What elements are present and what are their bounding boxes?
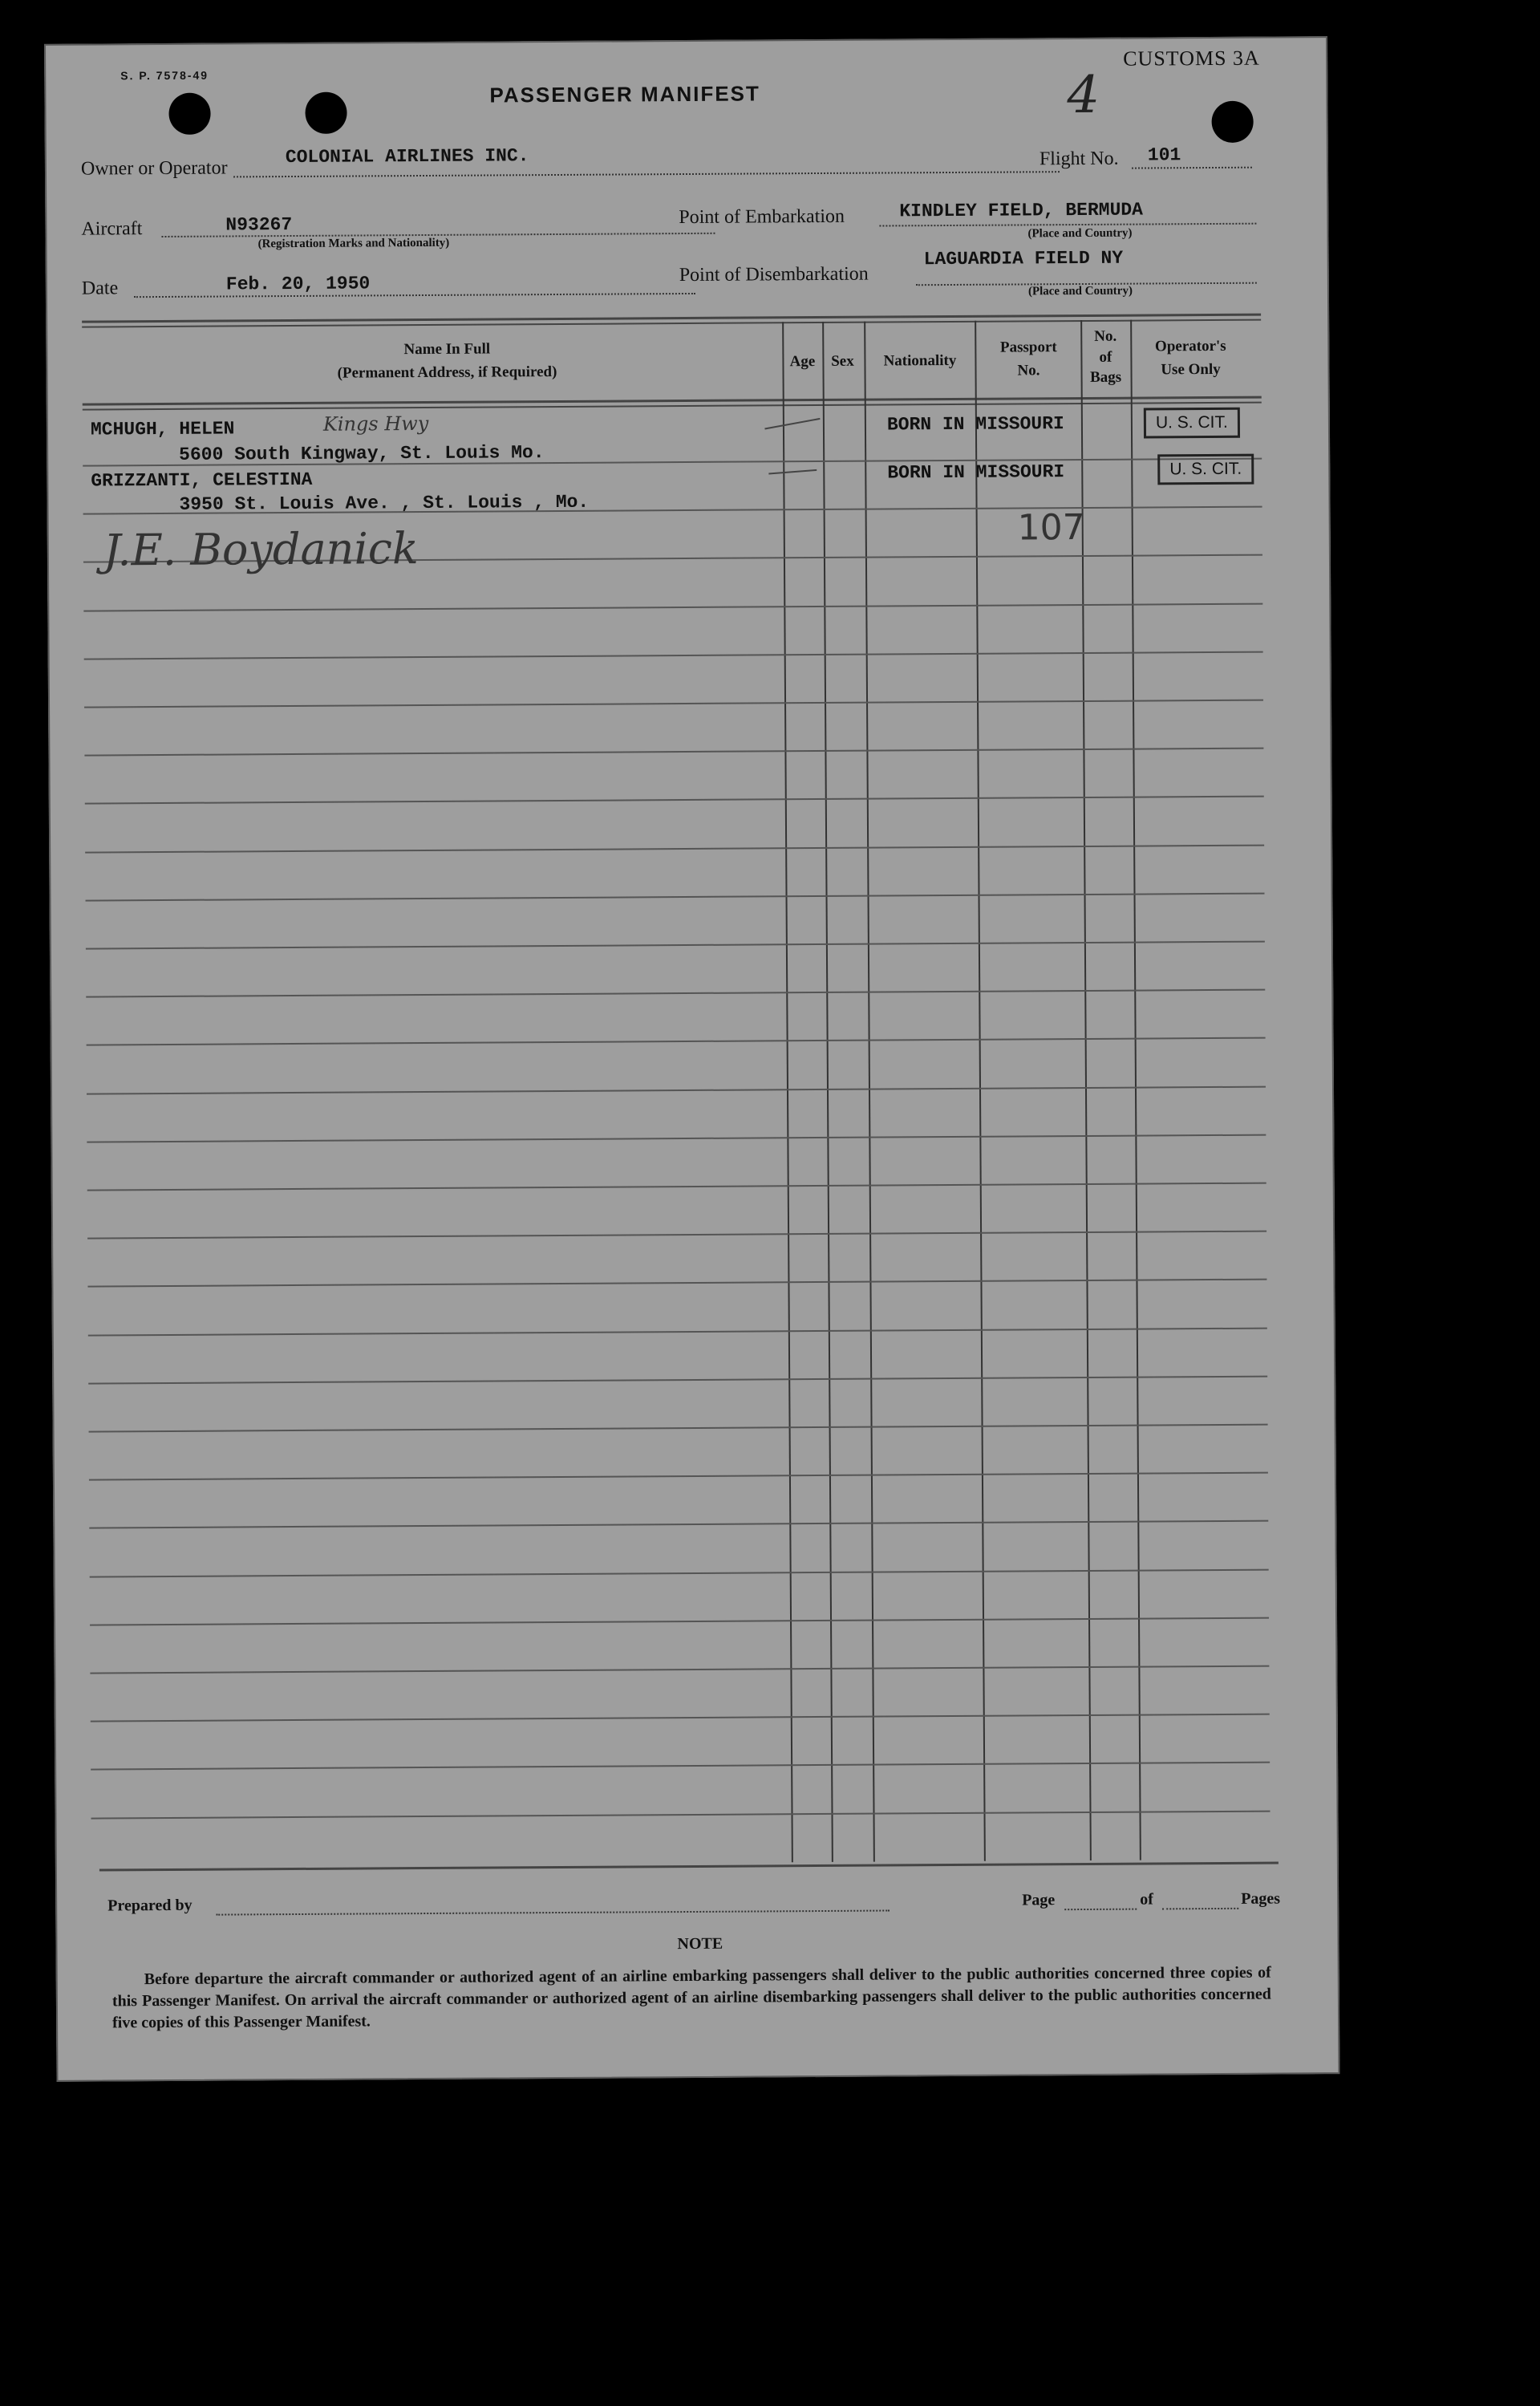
header-name-line1: Name In Full: [403, 340, 491, 359]
aircraft-label: Aircraft: [81, 218, 143, 240]
header-operator: [1130, 335, 1250, 382]
manifest-sheet: [44, 36, 1339, 2082]
passenger-1-nationality: BORN IN MISSOURI: [886, 413, 1064, 436]
disembark-value: LAGUARDIA FIELD NY: [923, 247, 1124, 270]
ruled-row-line: [87, 1085, 1266, 1094]
passenger-2-status-stamp: U. S. CIT.: [1157, 454, 1254, 485]
ruled-row-line: [89, 1520, 1268, 1529]
ruled-row-line: [91, 1810, 1270, 1819]
handwritten-count: 107: [1017, 506, 1085, 549]
column-divider: [822, 322, 833, 1862]
ruled-row-line: [89, 1472, 1268, 1481]
ruled-row-line: [90, 1617, 1269, 1625]
date-value: Feb. 20, 1950: [225, 273, 371, 295]
ruled-row-line: [89, 1424, 1268, 1433]
ruled-row-line: [87, 1279, 1266, 1288]
date-label: Date: [81, 278, 119, 299]
embark-value: KINDLEY FIELD, BERMUDA: [899, 199, 1144, 222]
of-line: [1162, 1908, 1238, 1910]
ruled-row-line: [86, 989, 1265, 998]
ruled-row-line: [90, 1666, 1269, 1674]
column-divider: [864, 322, 875, 1862]
embark-note: (Place and Country): [1027, 226, 1133, 241]
passenger-1-address: 5600 South Kingway, St. Louis Mo.: [179, 442, 545, 465]
header-bags: [1079, 327, 1132, 388]
date-line: [134, 293, 695, 298]
pages-label: Pages: [1241, 1889, 1281, 1908]
header-age: Age: [789, 353, 816, 371]
ruled-row-line: [87, 1231, 1266, 1240]
ruled-row-line: [88, 1375, 1267, 1384]
prepared-by-line: [216, 1909, 890, 1915]
ruled-row-line: [86, 941, 1265, 950]
ruled-row-line: [86, 892, 1265, 901]
ruled-row-line: [85, 796, 1264, 805]
note-title: NOTE: [677, 1934, 723, 1954]
ruled-row-line: [87, 1183, 1266, 1191]
header-name-line2: (Permanent Address, if Required): [337, 363, 557, 382]
header-operator-line2: Use Only: [1161, 360, 1221, 378]
embark-line: [879, 223, 1256, 227]
punch-hole: [305, 92, 346, 134]
passenger-2-name: GRIZZANTI, CELESTINA: [91, 469, 313, 492]
punch-hole: [168, 93, 210, 135]
header-nationality: Nationality: [883, 351, 957, 370]
disembark-note: (Place and Country): [1027, 284, 1133, 298]
aircraft-note: (Registration Marks and Nationality): [257, 236, 450, 251]
header-bags-line3: Bags: [1089, 368, 1122, 387]
passenger-2-address: 3950 St. Louis Ave. , St. Louis , Mo.: [179, 491, 590, 515]
ruled-row-line: [91, 1714, 1270, 1722]
column-divider: [1130, 320, 1141, 1860]
aircraft-value: N93267: [225, 214, 293, 236]
flight-line: [1132, 167, 1252, 169]
ruled-row-line: [88, 1327, 1267, 1336]
column-divider: [975, 321, 986, 1861]
passenger-1-name: MCHUGH, HELEN: [90, 418, 235, 440]
ruled-row-line: [91, 1762, 1270, 1771]
header-passport: [976, 336, 1080, 383]
column-divider: [782, 322, 793, 1862]
ruled-row-line: [84, 748, 1263, 757]
ruled-row-line: [84, 700, 1263, 708]
header-sex: Sex: [831, 352, 854, 370]
punch-hole: [1211, 101, 1253, 143]
note-text: Before departure the aircraft commander or authorized agent of an airline embarking passengers shall deliver to the public authorities concerned three copies of this Passenger Manifest. On arrival the aircraft commander or authorized agent of an airline disembarking passengers shall deliver to the public authorities concerned five copies of this Passenger Manifest.: [111, 1963, 1271, 2032]
handwritten-signature: J.E. Boydanick: [103, 523, 419, 576]
flight-label: Flight No.: [1039, 148, 1119, 170]
header-name: [206, 337, 687, 386]
passenger-2-age-tick: [768, 469, 817, 475]
ruled-row-line: [90, 1568, 1269, 1577]
form-number: S. P. 7578-49: [120, 68, 209, 83]
ruled-row-line: [83, 603, 1262, 611]
ruled-row-line: [85, 844, 1264, 853]
ruled-row-line: [87, 1134, 1266, 1142]
handwritten-page-mark: 4: [1067, 65, 1100, 126]
page-label: Page: [1022, 1891, 1056, 1909]
ruled-rows: [44, 36, 1327, 44]
header-bags-line1: No.: [1094, 327, 1117, 345]
table-bottom-rule: [99, 1862, 1279, 1872]
disembark-label: Point of Disembarkation: [679, 263, 869, 286]
header-passport-line2: No.: [1017, 361, 1040, 379]
owner-value: COLONIAL AIRLINES INC.: [285, 145, 529, 168]
ruled-row-line: [84, 651, 1263, 659]
header-operator-line1: Operator's: [1154, 337, 1226, 355]
passenger-2-nationality: BORN IN MISSOURI: [887, 461, 1065, 484]
prepared-by-label: Prepared by: [107, 1896, 192, 1915]
owner-line: [233, 171, 1060, 177]
customs-label: CUSTOMS 3A: [1123, 46, 1260, 71]
header-passport-line1: Passport: [999, 339, 1057, 356]
of-label: of: [1140, 1890, 1153, 1909]
column-divider: [1080, 320, 1092, 1860]
page-title: PASSENGER MANIFEST: [489, 81, 760, 108]
passenger-1-status-stamp: U. S. CIT.: [1144, 408, 1240, 439]
owner-label: Owner or Operator: [80, 157, 228, 180]
passenger-1-age-tick: [764, 418, 820, 430]
embark-label: Point of Embarkation: [679, 205, 845, 229]
ruled-row-line: [87, 1037, 1266, 1046]
page-line: [1064, 1909, 1137, 1911]
passenger-1-handwritten-note: Kings Hwy: [322, 412, 429, 436]
flight-value: 101: [1147, 144, 1181, 166]
header-bags-line2: of: [1099, 348, 1112, 366]
